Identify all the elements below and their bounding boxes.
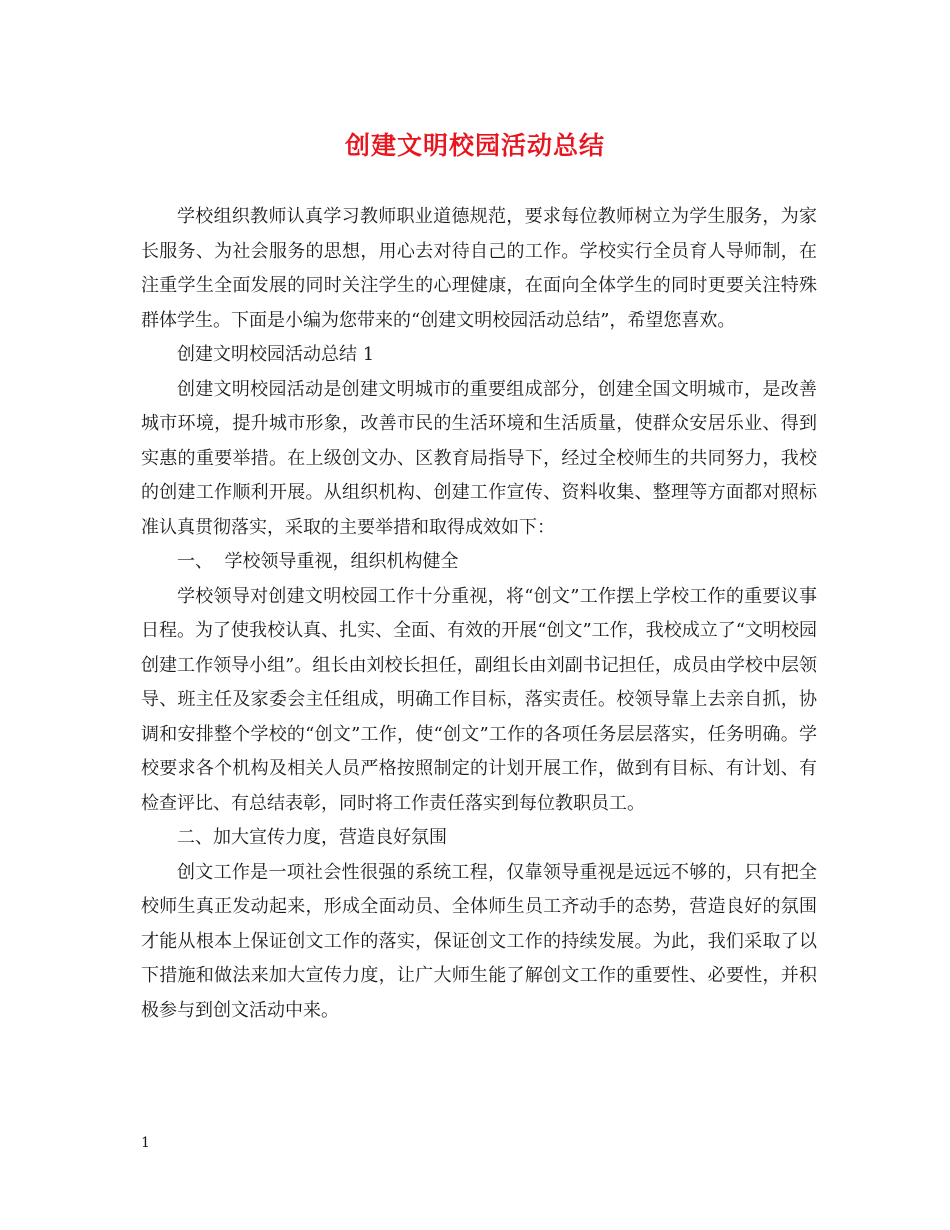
section-heading-one: 一、 学校领导重视，组织机构健全 <box>177 551 459 572</box>
document-title: 创建文明校园活动总结 <box>344 131 605 160</box>
page-number: 1 <box>141 1135 150 1151</box>
section-heading-summary-1: 创建文明校园活动总结 1 <box>177 344 375 365</box>
body-paragraph: 创文工作是一项社会性很强的系统工程，仅靠领导重视是远远不够的，只有把全校师生真正发动起来，形成全面动员、全体师生员工齐动手的态势，营造良好的氛围才能从根本上保证创文工作的落实，保证创文工作的持续发展。为此，我们采取了以下措施和做法来加大宣传力度，让广大师生能了解创文工作的重要性、必要性，并积极参与到创文活动中来。 <box>141 861 817 1021</box>
section-heading-two: 二、加大宣传力度，营造良好氛围 <box>177 827 447 848</box>
body-paragraph: 学校领导对创建文明校园工作十分重视，将“创文”工作摆上学校工作的重要议事日程。为了使我校认真、扎实、全面、有效的开展“创文”工作，我校成立了“文明校园创建工作领导小组”。组长由刘校长担任，副组长由刘副书记担任，成员由学校中层领导、班主任及家委会主任组成，明确工作目标，落实责任。校领导靠上去亲自抓，协调和安排整个学校的“创文”工作，使“创文”工作的各项任务层层落实，任务明确。学校要求各个机构及相关人员严格按照制定的计划开展工作，做到有目标、有计划、有检查评比、有总结表彰，同时将工作责任落实到每位教职员工。 <box>141 585 817 814</box>
body-paragraph: 创建文明校园活动是创建文明城市的重要组成部分，创建全国文明城市，是改善城市环境，提升城市形象，改善市民的生活环境和生活质量，使群众安居乐业、得到实惠的重要举措。在上级创文办、区教育局指导下，经过全校师生的共同努力，我校的创建工作顺利开展。从组织机构、创建工作宣传、资料收集、整理等方面都对照标准认真贯彻落实，采取的主要举措和取得成效如下： <box>141 378 817 538</box>
intro-paragraph: 学校组织教师认真学习教师职业道德规范，要求每位教师树立为学生服务，为家长服务、为社会服务的思想，用心去对待自己的工作。学校实行全员育人导师制，在注重学生全面发展的同时关注学生的心理健康，在面向全体学生的同时更要关注特殊群体学生。下面是小编为您带来的“创建文明校园活动总结”，希望您喜欢。 <box>141 206 817 331</box>
document-body <box>141 200 817 1028</box>
